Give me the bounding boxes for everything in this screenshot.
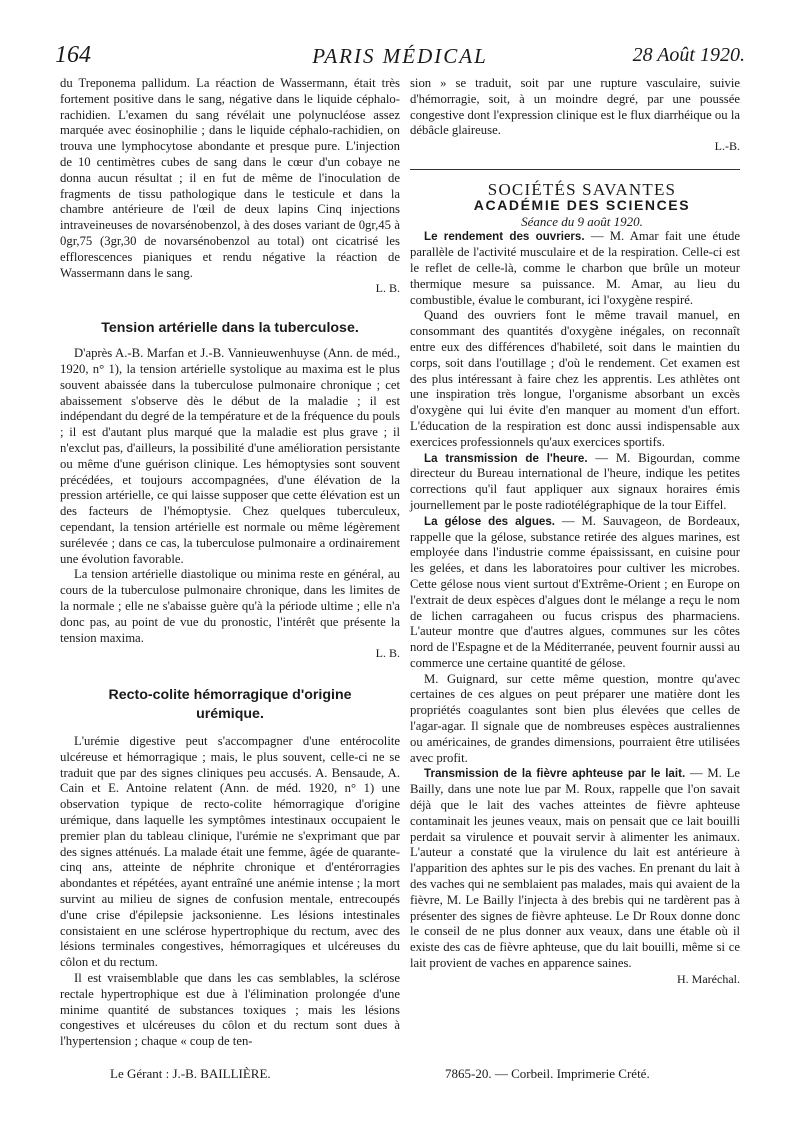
gelose-lead: La gélose des algues. bbox=[424, 514, 556, 528]
page-header bbox=[55, 42, 745, 72]
signature: L.-B. bbox=[714, 139, 740, 154]
left-column bbox=[60, 76, 400, 1050]
section-heading-societes: SOCIÉTÉS SAVANTES bbox=[487, 179, 677, 199]
rendement-paragraph bbox=[410, 229, 740, 308]
heure-text: — M. Bigourdan, comme directeur du Bureau international de l'heure, indique les petites corrections qu'il faut appliquer aux signaux horaires émis journellement par le poste radiotélégraphique de la tour Eiffel. bbox=[410, 450, 740, 512]
tension-paragraph-1: D'après A.-B. Marfan et J.-B. Vannieuwenhuyse (Ann. de méd., 1920, n° 1), la tension artérielle systolique au maxima est le plus souvent abaissée dans la tuberculose pulmonaire chronique ; cet abaissement s'observe dès le début de la maladie ; il est indépendant du degré de la température et de la fréquence du pouls ; il est d'autant plus marqué que la maladie est plus grave ; il n'exclut pas, d'ailleurs, la possibilité d'une amélioration persistante ou même d'une guérison clinique. Les hémoptysies sont souvent précédées, et toujours accompagnées, d'une élévation de la pression artérielle, ce qui laisse supposer que cette élévation est un des facteurs de l'hémoptysie. Chez quelques tuberculeux, cependant, la tension artérielle est normale ou même légèrement surélevée ; dans ce cas, la tuberculose pulmonaire a ordinairement une évolution favorable. bbox=[60, 346, 400, 566]
continuation-paragraph: sion » se traduit, soit par une rupture vasculaire, suivie d'hémorragie, soit, à un moindre degré, par une poussée congestive dont l'expression clinique est le flux diarrhéique ou la débâcle glaireuse. bbox=[410, 76, 740, 138]
gelose-paragraph bbox=[410, 514, 740, 672]
academie-heading: ACADÉMIE DES SCIENCES bbox=[473, 196, 691, 213]
article-title-recto-colite bbox=[60, 686, 400, 724]
recto-paragraph-1: L'urémie digestive peut s'accompagner d'une entérocolite ulcéreuse et hémorragique ; mais, le plus souvent, celle-ci ne se traduit que par des signes cliniques peu accusés. A. Bensaude, A. Cain et E. Antoine relatent (Ann. de méd. 1920, n° 1) une observation typique de recto-colite hémorragique d'origine urémique, dans laquelle les symptômes intestinaux occupaient le premier plan du tableau clinique, l'urémie ne s'exprimant que par des signes atténués. La malade était une femme, âgée de quarante-cinq ans, atteinte de néphrite chronique et d'entérorragies abondantes et répétées, ayant entraîné une anémie intense ; la mort survint au milieu de signes de confusion mentale, entrecoupés d'une crise d'épilepsie jacksonienne. Les lésions intestinales consistaient en une sclérose hypertrophique du rectum, avec des lésions terminales congestives, hémorragiques et ulcéreuses du côlon et du rectum. bbox=[60, 734, 400, 970]
rendement-lead: Le rendement des ouvriers. bbox=[424, 230, 585, 244]
right-column bbox=[410, 76, 740, 988]
fievre-lead: Transmission de la fièvre aphteuse par le lait. bbox=[424, 767, 686, 781]
signature: L. B. bbox=[375, 281, 400, 296]
rendement-paragraph-2: Quand des ouvriers font le même travail manuel, en consommant des quantités d'oxygène inégales, on reconnaît entre eux des différences d'habileté, soit dans le maintien du corps, soit dans l'outillage ; d'où le rendement. Cet examen est des plus intéressant à faire chez les apprentis. Les athlètes ont une inspiration très longue, l'organisme absorbant un excès d'oxygène qui lui évite d'en manquer au moment d'un effort. L'éducation de la respiration est donc aussi indispensable aux exercices professionnels qu'aux exercices sportifs. bbox=[410, 308, 740, 449]
title-line-1: Recto-colite hémorragique d'origine bbox=[108, 687, 352, 704]
page-footer bbox=[60, 1066, 740, 1086]
fievre-paragraph bbox=[410, 766, 740, 971]
intro-paragraph: du Treponema pallidum. La réaction de Wassermann, était très fortement positive dans le sang, négative dans le liquide céphalo-rachidien. L'examen du sang révélait une polynucléose assez marquée avec éosinophilie ; dans le liquide céphalo-rachidien, on trouva une lymphocytose abondante et presque pure. L'injection de 10 centimètres cubes de sang dans le cœur d'un cobaye ne donna aucun résultat ; il en fut de même de l'inoculation de fragments de tissu pathologique dans le testicule et dans la chambre antérieure de l'œil de deux lapins Cinq injections intraveineuses de novarsénobenzol, à des doses variant de 0gr,45 à 0gr,75 (3gr,30 de novarsénobenzol au total) ont cicatrisé les efflorescences pianiques et rendu négative la réaction de Wassermann dans le sang. bbox=[60, 76, 400, 280]
recto-paragraph-2: Il est vraisemblable que dans les cas semblables, la sclérose rectale hypertrophique est due à l'élimination prolongée d'une minime quantité de substances toxiques ; mais les lésions congestives et ulcéreuses du côlon et du rectum sont dues à l'hypertension ; chaque « coup de ten- bbox=[60, 971, 400, 1049]
page-number: 164 bbox=[55, 42, 91, 68]
gerant-line: Le Gérant : J.-B. BAILLIÈRE. bbox=[110, 1066, 271, 1081]
printer-line: 7865-20. — Corbeil. Imprimerie Crété. bbox=[445, 1066, 650, 1081]
gelose-text: — M. Sauvageon, de Bordeaux, rappelle que la gélose, substance retirée des algues marines, est employée dans l'industrie comme épaississant, en cuisine pour les gelées, et dans les laboratoires pour cultiver les microbes. Cette gélose nous vient surtout d'Extrême-Orient ; en Europe on l'extrait de deux espèces d'algues dont le mélange a reçu le nom de lichen carragaheen ou fucus crispus des pharmaciens. L'auteur montre que d'autres algues, communes sur les côtes nord de l'Espagne et de la Méditerranée, peuvent fournir aussi au commerce une certaine quantité de gélose. bbox=[410, 513, 740, 670]
section-divider bbox=[410, 169, 740, 170]
title-line-2: urémique. bbox=[196, 706, 264, 723]
guignard-paragraph: M. Guignard, sur cette même question, montre qu'avec certaines de ces algues on peut préparer une matière dont les propriétés coagulantes sont bien plus élevées que celles de l'agar-agar. Il signale que de nombreuses espèces australiennes ou américaines, de grandes dimensions, pourraient être utilisées avec profit. bbox=[410, 671, 740, 765]
journal-title: PARIS MÉDICAL bbox=[312, 44, 488, 68]
article-title-tension: Tension artérielle dans la tuberculose. bbox=[101, 320, 359, 337]
rendement-text: — M. Amar fait une étude parallèle de l'activité musculaire et de la respiration. Celle-ci est le reflet de celle-là, comme le charbon que brûle un moteur thermique mesure sa puissance. M. Amar, au lieu du combustible, évalue le comburant, ici l'oxygène respiré. bbox=[410, 229, 740, 307]
signature: L. B. bbox=[375, 646, 400, 661]
fievre-text: — M. Le Bailly, dans une note lue par M. Roux, rappelle que l'on savait déjà que le lait des vaches atteintes de fièvre aphteuse contaminait les jeunes veaux, mais on pensait que ce lait bouilli perdait sa virulence et pouvait servir à alimenter les animaux. L'auteur a constaté que la virulence du lait est antérieure à l'apparition des aphtes sur le pis des vaches. En prenant du lait à des vaches qui ne semblaient pas malades, mais qui avaient de la fièvre, M. Le Bailly l'injecta à des brebis qui ne tardèrent pas à présenter des signes de fièvre aphteuse. Le Dr Roux donne donc le conseil de ne plus donner aux veaux, dans une étable où il existe des cas de fièvre aphteuse, que du lait bouilli, même si ce lait provient de vaches en apparence saines. bbox=[410, 766, 740, 971]
heure-lead: La transmission de l'heure. bbox=[424, 451, 588, 465]
signature: H. Maréchal. bbox=[677, 971, 740, 986]
heure-paragraph bbox=[410, 451, 740, 514]
tension-paragraph-2: La tension artérielle diastolique ou minima reste en général, au cours de la tuberculose pulmonaire chronique, dans les limites de la normale ; elle ne s'abaisse guère qu'à la période ultime ; elle n'a donc pas, au point de vue du pronostic, l'intérêt que présente la tension maxima. bbox=[60, 567, 400, 645]
seance-date: Séance du 9 août 1920. bbox=[521, 213, 643, 229]
issue-date: 28 Août 1920. bbox=[632, 44, 745, 66]
